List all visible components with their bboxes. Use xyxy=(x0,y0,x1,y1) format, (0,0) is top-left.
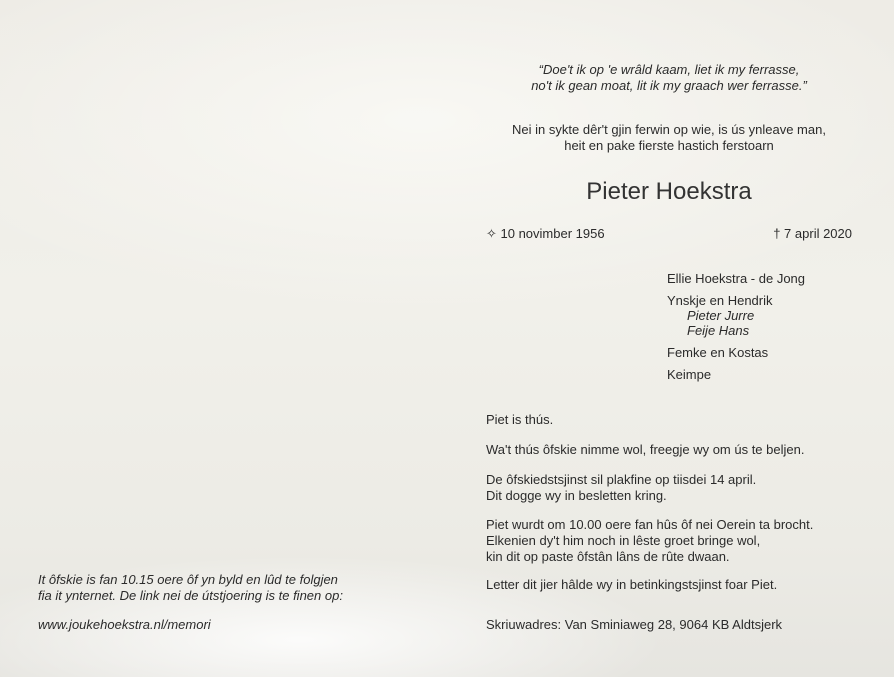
body-paragraph-5: Letter dit jier hâlde wy in betinkingstsjinst foar Piet. xyxy=(486,577,778,592)
intro-line-2: heit en pake fierste hastich ferstoarn xyxy=(564,138,774,153)
quote-line-2: no't ik gean moat, lit ik my graach wer ferrasse.” xyxy=(531,78,807,93)
quote-line-1: “Doe't ik op 'e wrâld kaam, liet ik my ferrasse, xyxy=(538,62,800,77)
livestream-note xyxy=(38,572,438,604)
body-paragraph-3-line-1: De ôfskiedstsjinst sil plakfine op tiisdei 14 april. xyxy=(486,472,757,487)
intro-line-1: Nei in sykte dêr't gjin ferwin op wie, is ús ynleave man, xyxy=(512,122,826,137)
birth-date: ✧ 10 novimber 1956 xyxy=(486,226,605,241)
body-paragraph-2: Wa't thús ôfskie nimme wol, freegje wy om ús te beljen. xyxy=(486,442,805,457)
family-child-1: Ynskje en Hendrik xyxy=(667,293,773,308)
body-paragraph-4-line-3: kin dit op paste ôfstân lâns de rûte dwaan. xyxy=(486,549,730,564)
family-grandchild-1: Pieter Jurre xyxy=(687,308,755,323)
body-paragraph-3-line-2: Dit dogge wy in besletten kring. xyxy=(486,488,667,503)
body-paragraph-4-line-1: Piet wurdt om 10.00 oere fan hûs ôf nei Oerein ta brocht. xyxy=(486,517,814,532)
livestream-link[interactable]: www.joukehoekstra.nl/memori xyxy=(38,617,211,632)
mailing-address: Skriuwadres: Van Sminiaweg 28, 9064 KB Aldtsjerk xyxy=(486,617,783,632)
body-paragraph-1: Piet is thús. xyxy=(486,412,554,427)
livestream-note-line-1: It ôfskie is fan 10.15 oere ôf yn byld en lûd te folgjen xyxy=(38,572,338,587)
family-spouse: Ellie Hoekstra - de Jong xyxy=(667,271,806,286)
intro-text xyxy=(486,122,852,154)
deceased-name: Pieter Hoekstra xyxy=(586,178,752,205)
family-child-2: Femke en Kostas xyxy=(667,345,769,360)
family-grandchild-2: Feije Hans xyxy=(687,323,750,338)
death-date: † 7 april 2020 xyxy=(773,226,852,241)
body-paragraph-3 xyxy=(486,472,866,504)
livestream-note-line-2: fia it ynternet. De link nei de útstjoering is te finen op: xyxy=(38,588,343,603)
quote xyxy=(486,62,852,94)
body-paragraph-4 xyxy=(486,517,866,565)
body-paragraph-4-line-2: Elkenien dy't him noch in lêste groet bringe wol, xyxy=(486,533,761,548)
family-child-3: Keimpe xyxy=(667,367,712,382)
